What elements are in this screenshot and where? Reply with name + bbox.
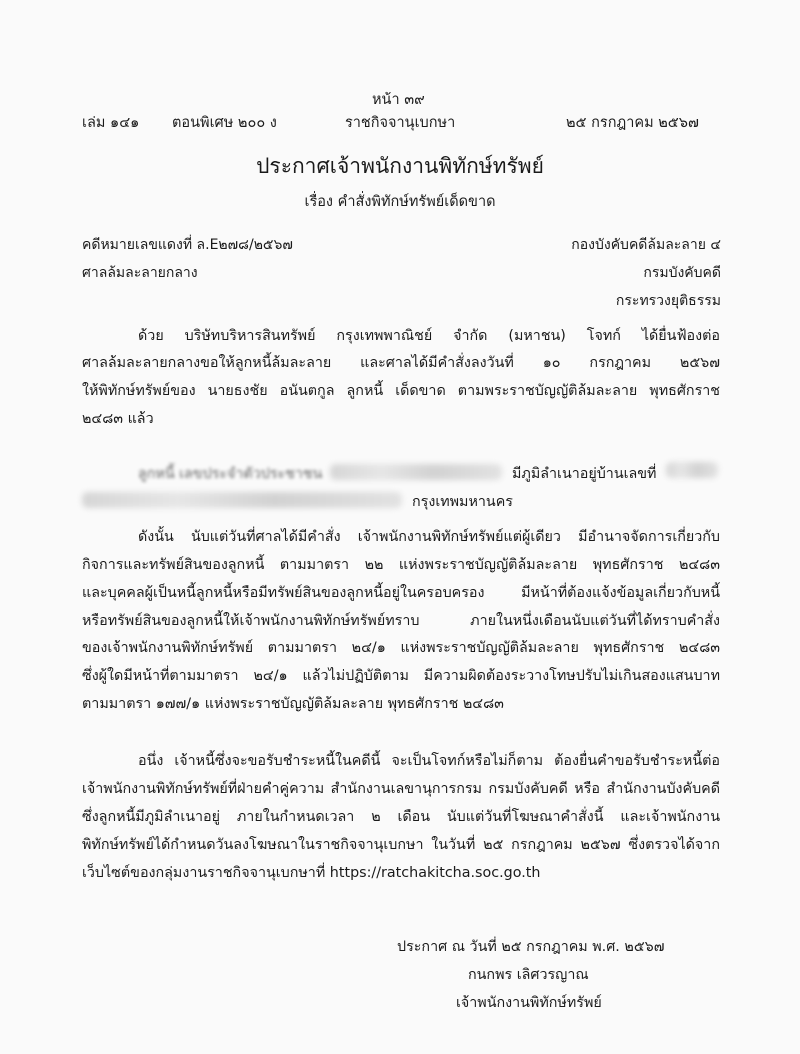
paragraph-line: กิจการและทรัพย์สินของลูกหนี้ ตามมาตรา ๒๒ แห่งพระราชบัญญัติล้มละลาย พุทธศักราช ๒๔๘๓ <box>82 557 720 573</box>
department-name: กรมบังคับคดี <box>643 265 721 281</box>
volume-number: เล่ม ๑๔๑ <box>82 115 140 131</box>
paragraph-line: เจ้าพนักงานพิทักษ์ทรัพย์ที่ฝ่ายคำคู่ความ สำนักงานเลขานุการกรม กรมบังคับคดี หรือ สำนักงานบังคับคดี <box>82 781 720 797</box>
redacted-id <box>330 464 502 480</box>
page-number: หน้า ๓๙ <box>372 92 425 108</box>
ministry-name: กระทรวงยุติธรรม <box>615 293 721 309</box>
paragraph-line: ของเจ้าพนักงานพิทักษ์ทรัพย์ ตามมาตรา ๒๔/๑ แห่งพระราชบัญญัติล้มละลาย พุทธศักราช ๒๔๘๓ <box>82 640 720 656</box>
paragraph-line: ๒๔๘๓ แล้ว <box>82 411 154 427</box>
paragraph-line: ให้พิทักษ์ทรัพย์ของ นายธงชัย อนันตกูล ลูกหนี้ เด็ดขาด ตามพระราชบัญญัติล้มละลาย พุทธศักราช <box>82 383 720 399</box>
paragraph-line: เว็บไซต์ของกลุ่มงานราชกิจจานุเบกษาที่ https://ratchakitcha.soc.go.th <box>82 865 541 881</box>
paragraph-line: พิทักษ์ทรัพย์ได้กำหนดวันลงโฆษณาในราชกิจจานุเบกษา ในวันที่ ๒๕ กรกฎาคม ๒๕๖๗ ซึ่งตรวจได้จาก <box>82 837 720 853</box>
paragraph-line: อนึ่ง เจ้าหนี้ซึ่งจะขอรับชำระหนี้ในคดีนี้ จะเป็นโจทก์หรือไม่ก็ตาม ต้องยื่นคำขอรับชำระหนี้ต่อ <box>138 753 720 769</box>
paragraph-line: ดังนั้น นับแต่วันที่ศาลได้มีคำสั่ง เจ้าพนักงานพิทักษ์ทรัพย์แต่ผู้เดียว มีอำนาจจัดการเกี่ยวกับ <box>138 529 720 545</box>
paragraph-line: ศาลล้มละลายกลางขอให้ลูกหนี้ล้มละลาย และศาลได้มีคำสั่งลงวันที่ ๑๐ กรกฎาคม ๒๕๖๗ <box>82 355 720 371</box>
paragraph-line: ซึ่งผู้ใดมีหน้าที่ตามมาตรา ๒๔/๑ แล้วไม่ปฏิบัติตาม มีความผิดต้องระวางโทษปรับไม่เกินสองแสนบาท <box>82 668 720 684</box>
redacted-address <box>82 492 402 508</box>
document-title: ประกาศเจ้าพนักงานพิทักษ์ทรัพย์ <box>256 154 544 178</box>
header-date: ๒๕ กรกฎาคม ๒๕๖๗ <box>566 115 699 131</box>
case-number: คดีหมายเลขแดงที่ ล.E๒๗๘/๒๕๖๗ <box>82 237 293 253</box>
announcement-date: ประกาศ ณ วันที่ ๒๕ กรกฎาคม พ.ศ. ๒๕๖๗ <box>397 939 665 955</box>
signer-name: กนกพร เลิศวรญาณ <box>468 967 589 983</box>
paragraph-line: ด้วย บริษัทบริหารสินทรัพย์ กรุงเทพพาณิชย์ จำกัด (มหาชน) โจทก์ ได้ยื่นฟ้องต่อ <box>138 328 720 344</box>
section-number: ตอนพิเศษ ๒๐๐ ง <box>172 115 277 131</box>
gazette-name: ราชกิจจานุเบกษา <box>345 115 456 131</box>
redacted-house-number <box>666 462 718 478</box>
document-subtitle: เรื่อง คำสั่งพิทักษ์ทรัพย์เด็ดขาด <box>304 194 496 210</box>
domicile-label: มีภูมิลำเนาอยู่บ้านเลขที่ <box>512 466 657 482</box>
paragraph-line: และบุคคลผู้เป็นหนี้ลูกหนี้หรือมีทรัพย์สินของลูกหนี้อยู่ในครอบครอง มีหน้าที่ต้องแจ้งข้อมูลเกี่ยวกับหนี้ <box>82 585 720 601</box>
paragraph-line: ซึ่งลูกหนี้มีภูมิลำเนาอยู่ ภายในกำหนดเวลา ๒ เดือน นับแต่วันที่โฆษณาคำสั่งนี้ และเจ้าพนักงาน <box>82 809 720 825</box>
division-name: กองบังคับคดีล้มละลาย ๔ <box>571 237 721 253</box>
signer-position: เจ้าพนักงานพิทักษ์ทรัพย์ <box>456 995 602 1011</box>
paragraph-line: ตามมาตรา ๑๗๗/๑ แห่งพระราชบัญญัติล้มละลาย พุทธศักราช ๒๔๘๓ <box>82 696 504 712</box>
court-name: ศาลล้มละลายกลาง <box>82 265 198 281</box>
paragraph-line: หรือทรัพย์สินของลูกหนี้ให้เจ้าพนักงานพิทักษ์ทรัพย์ทราบ ภายในหนึ่งเดือนนับแต่วันที่ได้ทราบคำสั่ง <box>82 613 720 629</box>
debtor-label: ลูกหนี้ เลขประจำตัวประชาชน <box>138 466 323 482</box>
debtor-province: กรุงเทพมหานคร <box>412 494 513 510</box>
